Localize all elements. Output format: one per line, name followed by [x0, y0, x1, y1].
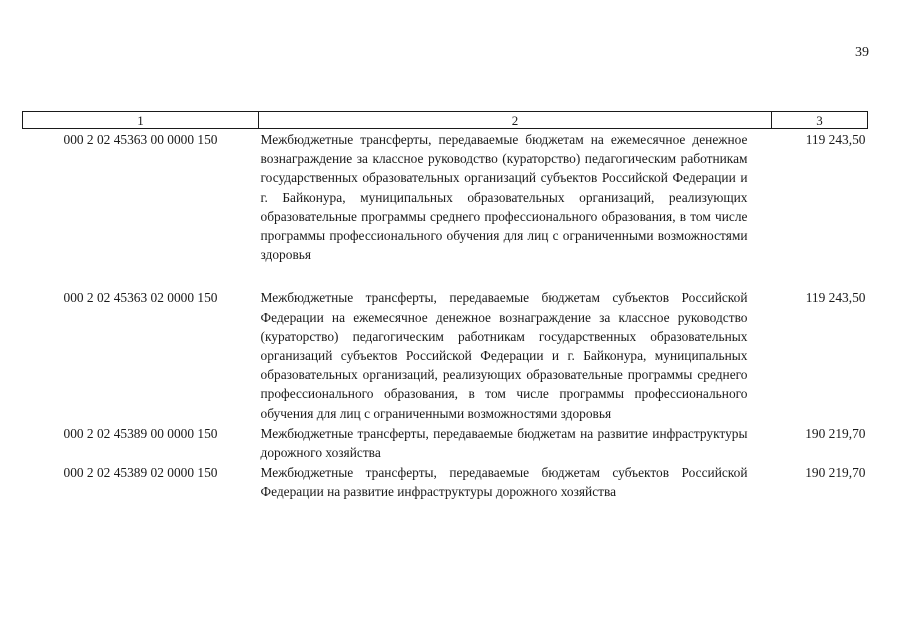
budget-description: Межбюджетные трансферты, передаваемые бюджетам на развитие инфраструктуры дорожного хозяйства [260, 425, 748, 461]
budget-code: 000 2 02 45389 02 0000 150 [63, 465, 218, 481]
budget-description: Межбюджетные трансферты, передаваемые бюджетам субъектов Российской Федерации на развитие инфраструктуры дорожного хозяйства [260, 465, 748, 500]
page-number: 39 [855, 45, 869, 60]
budget-amount: 190 219,70 [805, 425, 866, 441]
budget-description: Межбюджетные трансферты, передаваемые бюджетам на ежемесячное денежное вознаграждение за классное руководство (кураторство) педагогическим работникам государственных образовательных организаций субъектов Российской Федерации и г. Байконура, муниципальных образовательных организаций, реализующих образовательные программы среднего профессионального образования, в том числе программы профессионального обучения для лиц с ограниченными возможностями здоровья [260, 132, 748, 263]
table-row [23, 129, 868, 288]
table-row [23, 462, 868, 501]
budget-code: 000 2 02 45389 00 0000 150 [63, 425, 218, 441]
table-row [23, 423, 868, 462]
budget-amount: 119 243,50 [805, 132, 866, 147]
budget-code: 000 2 02 45363 02 0000 150 [63, 290, 218, 306]
budget-table [22, 111, 868, 502]
budget-code: 000 2 02 45363 00 0000 150 [63, 132, 218, 147]
budget-amount: 190 219,70 [805, 465, 866, 481]
budget-description: Межбюджетные трансферты, передаваемые бюджетам субъектов Российской Федерации на ежемесячное денежное вознаграждение за классное руководство (кураторство) педагогическим работникам государственных образовательных организаций субъектов Российской Федерации и г. Байконура, муниципальных образовательных организаций, реализующих образовательные программы среднего профессионального образования, в том числе программы профессионального обучения для лиц с ограниченными возможностями здоровья [260, 290, 748, 421]
table-row [23, 287, 868, 422]
header-col-1: 1 [23, 112, 259, 129]
header-col-3: 3 [772, 112, 868, 129]
header-row [23, 112, 868, 129]
header-col-2: 2 [259, 112, 772, 129]
budget-amount: 119 243,50 [805, 290, 866, 306]
